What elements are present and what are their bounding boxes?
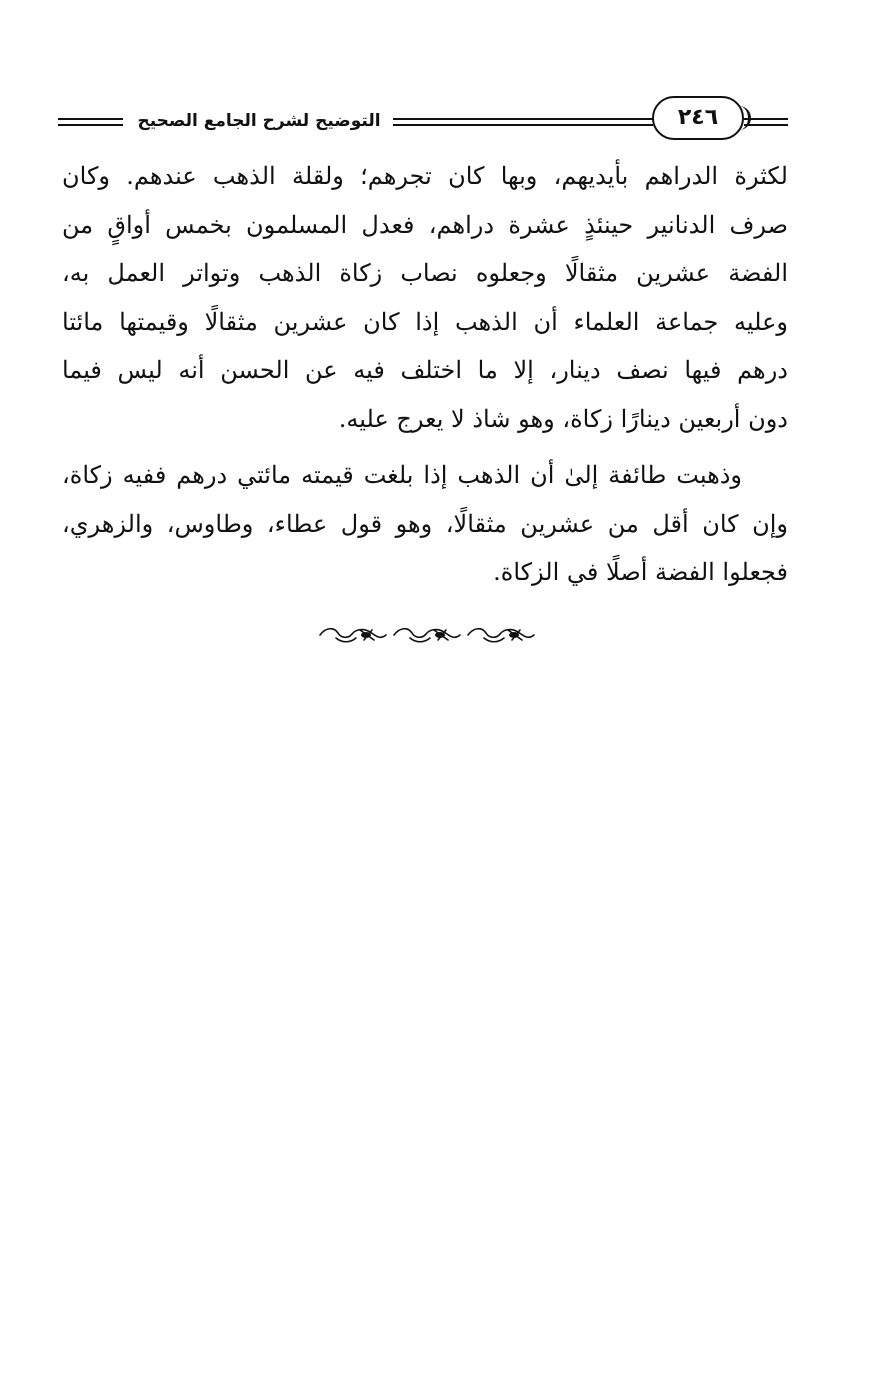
header-rule-left <box>58 118 123 126</box>
text-line: لكثرة الدراهم بأيديهم، وبها كان تجرهم؛ ولقلة الذهب عندهم. وكان <box>62 162 788 190</box>
text-line: الفضة عشرين مثقالًا وجعلوه نصاب زكاة الذهب وتواتر العمل به، <box>62 259 788 287</box>
text-line: وعليه جماعة العلماء أن الذهب إذا كان عشرين مثقالًا وقيمتها مائتا <box>62 307 788 336</box>
page-number-frame <box>652 96 744 140</box>
paragraph <box>62 451 788 597</box>
running-title: التوضيح لشرح الجامع الصحيح <box>137 111 381 131</box>
text-line: فجعلوا الفضة أصلًا في الزكاة. <box>493 558 788 586</box>
paragraph <box>62 152 788 443</box>
text-line: دون أربعين دينارًا زكاة، وهو شاذ لا يعرج عليه. <box>338 404 788 433</box>
text-line: درهم فيها نصف دينار، إلا ما اختلف فيه عن الحسن أنه ليس فيما <box>62 356 788 384</box>
page-number: ٢٤٦ <box>677 105 719 130</box>
body-text <box>62 152 788 597</box>
text-line: وإن كان أقل من عشرين مثقالًا، وهو قول عطاء، وطاوس، والزهري، <box>62 509 788 538</box>
page-header <box>58 92 788 150</box>
text-line: وذهبت طائفة إلىٰ أن الذهب إذا بلغت قيمته مائتي درهم ففيه زكاة، <box>62 461 742 489</box>
decorative-divider-icon <box>316 622 538 648</box>
header-rule-right <box>744 118 788 126</box>
text-line: صرف الدنانير حينئذٍ عشرة دراهم، فعدل المسلمون بخمس أواقٍ من <box>62 210 788 239</box>
header-rule-middle <box>393 118 653 126</box>
